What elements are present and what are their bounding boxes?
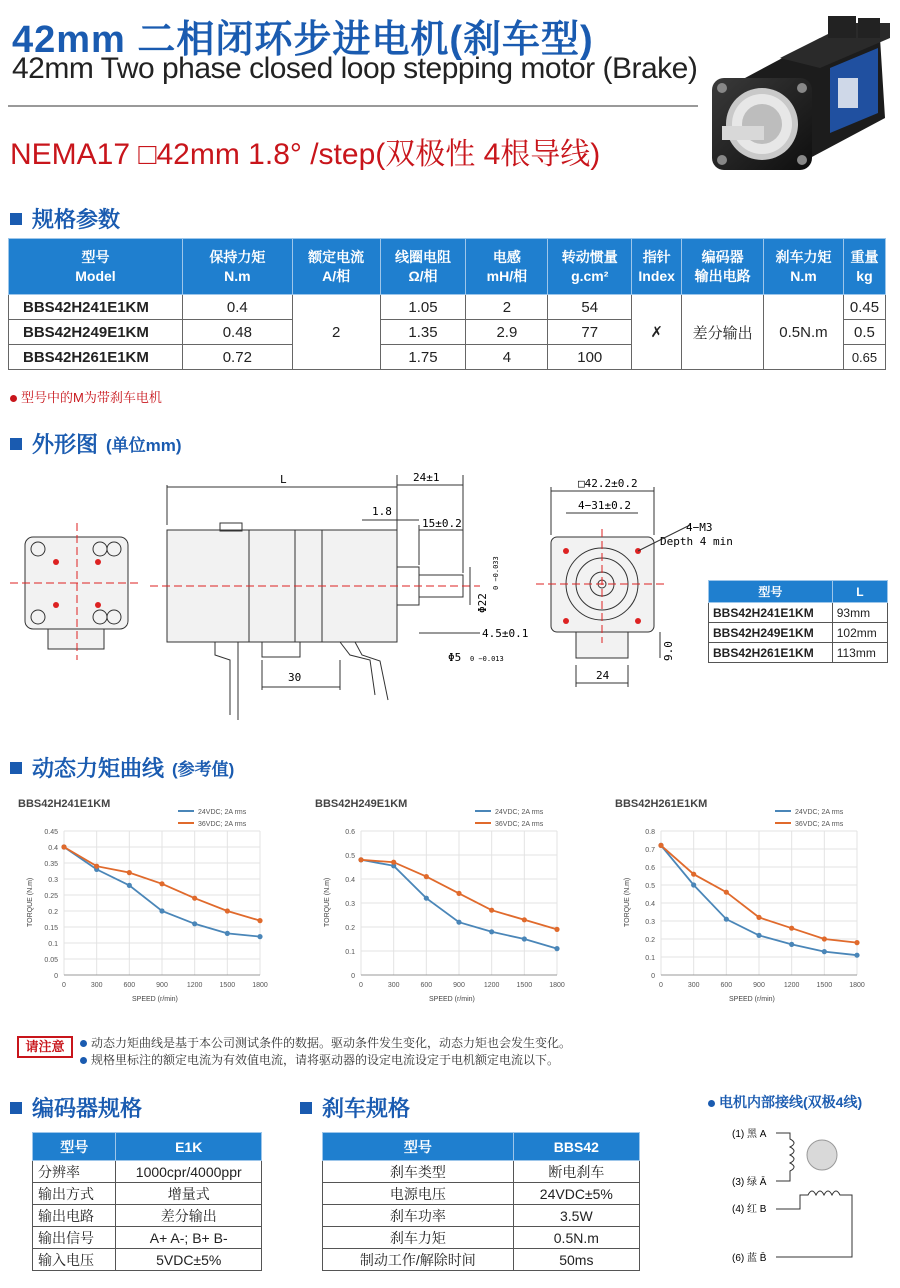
wiring-diagram — [700, 1115, 890, 1280]
x-tick-label: 300 — [387, 982, 400, 989]
col-inertia: 转动惯量 g.cm² — [548, 239, 632, 295]
x-tick-label: 300 — [687, 982, 700, 989]
dim-15: 15±0.2 — [422, 517, 462, 530]
x-tick-label: 900 — [156, 982, 168, 989]
section-bullet-icon — [10, 762, 22, 774]
x-axis-label: SPEED (r/min) — [132, 996, 178, 1003]
x-tick-label: 1800 — [849, 982, 865, 989]
x-tick-label: 1500 — [516, 982, 533, 989]
dim-phi22: Φ22 — [476, 593, 489, 613]
legend-label: 24VDC; 2A rms — [495, 809, 544, 816]
y-tick-label: 0.3 — [48, 877, 58, 884]
data-point — [61, 844, 66, 849]
col-rated-current: 额定电流 A/相 — [292, 239, 380, 295]
wiring-section-heading: 电机内部接线(双极4线) — [708, 1092, 862, 1112]
section-bullet-icon — [708, 1100, 715, 1107]
col-encoder: 编码器 输出电路 — [682, 239, 764, 295]
y-tick-label: 0.2 — [48, 909, 58, 916]
data-point — [756, 933, 761, 938]
torque-chart-3 — [615, 795, 877, 1005]
y-tick-label: 0.6 — [345, 829, 355, 836]
data-point — [756, 915, 761, 920]
y-axis-label: TORQUE (N.m) — [624, 877, 631, 927]
note-bullet-icon — [10, 395, 17, 402]
legend-label: 36VDC; 2A rms — [198, 821, 247, 828]
dim-L: L — [280, 473, 287, 486]
x-tick-label: 900 — [753, 982, 765, 989]
x-tick-label: 0 — [359, 982, 363, 989]
table-row: BBS42H261E1KM 0.72 1.75 4 100 0.65 — [9, 345, 886, 370]
data-point — [192, 921, 197, 926]
nema-spec-line: NEMA17 □42mm 1.8° /step(双极性 4根导线) — [8, 105, 698, 179]
dim-phi5: Φ5 — [448, 651, 462, 664]
x-tick-label: 0 — [62, 982, 66, 989]
data-point — [854, 953, 859, 958]
notice-bullet-icon — [80, 1057, 87, 1064]
section-bullet-icon — [10, 438, 22, 450]
data-point — [822, 936, 827, 941]
rear-view — [10, 523, 140, 660]
dim-24b: 24 — [596, 669, 610, 682]
notice-line-2: 规格里标注的额定电流为有效值电流，请将驱动器的设定电流设定于电机额定电流以下。 — [80, 1051, 559, 1068]
data-point — [456, 891, 461, 896]
data-point — [522, 917, 527, 922]
notice-label: 请注意 — [17, 1036, 73, 1058]
data-point — [424, 874, 429, 879]
table-row: 刹车类型 断电刹车 — [323, 1161, 640, 1183]
y-tick-label: 0.2 — [345, 925, 355, 932]
y-tick-label: 0.05 — [44, 957, 58, 964]
dim-4-5: 4.5±0.1 — [482, 627, 529, 640]
y-tick-label: 0.2 — [645, 937, 655, 944]
y-tick-label: 0.1 — [345, 949, 355, 956]
torque-chart-2 — [315, 795, 577, 1005]
data-point — [522, 936, 527, 941]
data-point — [854, 940, 859, 945]
x-tick-label: 1800 — [252, 982, 268, 989]
data-point — [358, 857, 363, 862]
chart-title: BBS42H261E1KM — [615, 798, 708, 810]
rotor-icon — [807, 1140, 837, 1170]
data-point — [159, 908, 164, 913]
x-axis-label: SPEED (r/min) — [729, 996, 775, 1003]
x-tick-label: 900 — [453, 982, 465, 989]
table-row: 输入电压 5VDC±5% — [33, 1249, 262, 1271]
y-tick-label: 0.3 — [345, 901, 355, 908]
dim-30: 30 — [288, 671, 302, 684]
brake-section-heading: 刹车规格 — [300, 1092, 410, 1123]
table-row: 刹车力矩 0.5N.m — [323, 1227, 640, 1249]
legend-label: 24VDC; 2A rms — [198, 809, 247, 816]
torque-chart-1 — [18, 795, 280, 1005]
y-tick-label: 0.45 — [44, 829, 58, 836]
data-point — [554, 927, 559, 932]
col-holding-torque: 保持力矩 N.m — [182, 239, 292, 295]
chart-title: BBS42H249E1KM — [315, 798, 408, 810]
y-tick-label: 0.4 — [48, 845, 58, 852]
data-point — [691, 872, 696, 877]
data-point — [94, 864, 99, 869]
y-tick-label: 0.3 — [645, 919, 655, 926]
encoder-section-heading: 编码器规格 — [10, 1092, 142, 1123]
data-point — [127, 870, 132, 875]
dim-42-2: □42.2±0.2 — [578, 477, 638, 490]
data-point — [127, 883, 132, 888]
y-tick-label: 0.5 — [645, 883, 655, 890]
table-row: BBS42H249E1KM 102mm — [709, 623, 888, 643]
dim-phi5-tol: 0 −0.013 — [470, 655, 504, 663]
data-point — [159, 881, 164, 886]
side-view — [150, 475, 480, 720]
chart-title: BBS42H241E1KM — [18, 798, 111, 810]
data-point — [789, 926, 794, 931]
data-point — [192, 896, 197, 901]
data-point — [658, 843, 663, 848]
table-row: 输出电路 差分输出 — [33, 1205, 262, 1227]
notice-line-1: 动态力矩曲线是基于本公司测试条件的数据。驱动条件发生变化，动态力矩也会发生变化。 — [80, 1034, 571, 1051]
table-row: 输出信号 A+ A-; B+ B- — [33, 1227, 262, 1249]
y-tick-label: 0.7 — [645, 847, 655, 854]
x-tick-label: 1200 — [483, 982, 500, 989]
torque-section-heading: 动态力矩曲线 (参考值) — [10, 752, 234, 783]
col-inductance: 电感 mH/相 — [466, 239, 548, 295]
spec-header-row — [9, 239, 886, 295]
table-row: 分辨率 1000cpr/4000ppr — [33, 1161, 262, 1183]
y-tick-label: 0.15 — [44, 925, 58, 932]
table-row: BBS42H249E1KM 0.48 1.35 2.9 77 0.5 — [9, 320, 886, 345]
data-point — [225, 931, 230, 936]
x-axis-label: SPEED (r/min) — [429, 996, 475, 1003]
y-tick-label: 0 — [651, 973, 655, 980]
y-tick-label: 0.6 — [645, 865, 655, 872]
table-row: 输出方式 增量式 — [33, 1183, 262, 1205]
legend-label: 24VDC; 2A rms — [795, 809, 844, 816]
y-tick-label: 0.5 — [345, 853, 355, 860]
dim-m3: 4−M3 — [686, 521, 713, 534]
table-row: 电源电压 24VDC±5% — [323, 1183, 640, 1205]
x-tick-label: 1500 — [816, 982, 833, 989]
section-bullet-icon — [10, 1102, 22, 1114]
y-axis-label: TORQUE (N.m) — [324, 877, 331, 927]
x-tick-label: 0 — [659, 982, 663, 989]
legend-label: 36VDC; 2A rms — [495, 821, 544, 828]
data-point — [257, 934, 262, 939]
x-tick-label: 1800 — [549, 982, 565, 989]
data-point — [489, 908, 494, 913]
legend-label: 36VDC; 2A rms — [795, 821, 844, 828]
y-axis-label: TORQUE (N.m) — [27, 877, 34, 927]
col-resistance: 线圈电阻 Ω/相 — [380, 239, 466, 295]
wire-label-blue-bbar: (6) 蓝 B̄ — [732, 1253, 767, 1264]
dim-phi22-tol: 0 −0.033 — [492, 556, 500, 590]
notice-bullet-icon — [80, 1040, 87, 1047]
data-point — [789, 942, 794, 947]
data-point — [456, 920, 461, 925]
y-tick-label: 0 — [351, 973, 355, 980]
data-point — [391, 860, 396, 865]
length-table: 型号 L BBS42H241E1KM 93mm BBS42H249E1KM 102mm BBS42H261E1KM 113mm — [708, 580, 888, 663]
y-tick-label: 0.8 — [645, 829, 655, 836]
x-tick-label: 300 — [90, 982, 103, 989]
data-point — [724, 917, 729, 922]
data-point — [489, 929, 494, 934]
dim-4-31: 4−31±0.2 — [578, 499, 631, 512]
col-model: 型号 Model — [9, 239, 183, 295]
x-tick-label: 1200 — [783, 982, 800, 989]
y-tick-label: 0.1 — [645, 955, 655, 962]
spec-table — [8, 238, 886, 370]
col-brake-torque: 刹车力矩 N.m — [764, 239, 844, 295]
x-tick-label: 1500 — [219, 982, 236, 989]
x-tick-label: 600 — [720, 982, 733, 989]
data-point — [691, 882, 696, 887]
y-tick-label: 0.4 — [645, 901, 655, 908]
encoder-table: 型号 E1K 分辨率 1000cpr/4000ppr 输出方式 增量式 输出电路 差分输出 输出信号 A+ A-; B+ B- 输入电压 5VDC±5% — [32, 1132, 262, 1271]
wire-label-black-a: (1) 黑 A — [732, 1129, 767, 1140]
data-point — [724, 890, 729, 895]
outline-section-heading: 外形图 (单位mm) — [10, 428, 182, 459]
y-tick-label: 0 — [54, 973, 58, 980]
dim-1-8: 1.8 — [372, 505, 392, 518]
y-tick-label: 0.25 — [44, 893, 58, 900]
data-point — [257, 918, 262, 923]
motor-product-image — [700, 8, 895, 178]
y-tick-label: 0.1 — [48, 941, 58, 948]
col-weight: 重量 kg — [843, 239, 885, 295]
page-subtitle: 42mm Two phase closed loop stepping motor (Brake) — [12, 52, 698, 85]
spec-note: 型号中的M为带刹车电机 — [10, 387, 162, 406]
x-tick-label: 600 — [420, 982, 433, 989]
table-row: 刹车功率 3.5W — [323, 1205, 640, 1227]
dim-9: 9.0 — [662, 641, 675, 661]
x-tick-label: 1200 — [186, 982, 203, 989]
y-tick-label: 0.35 — [44, 861, 58, 868]
x-tick-label: 600 — [123, 982, 136, 989]
spec-section-heading: 规格参数 — [10, 203, 120, 234]
data-point — [424, 896, 429, 901]
data-point — [554, 946, 559, 951]
table-row: BBS42H241E1KM 0.4 2 1.05 2 54 ✗ 差分输出 0.5N.m 0.45 — [9, 295, 886, 320]
col-index: 指针 Index — [632, 239, 682, 295]
section-bullet-icon — [300, 1102, 312, 1114]
dim-24: 24±1 — [413, 471, 440, 484]
table-row: 制动工作/解除时间 50ms — [323, 1249, 640, 1271]
brake-table: 型号 BBS42 刹车类型 断电刹车 电源电压 24VDC±5% 刹车功率 3.5W 刹车力矩 0.5N.m 制动工作/解除时间 50ms — [322, 1132, 640, 1271]
data-point — [822, 949, 827, 954]
table-row: BBS42H241E1KM 93mm — [709, 603, 888, 623]
section-bullet-icon — [10, 213, 22, 225]
wire-label-red-b: (4) 红 B — [732, 1204, 767, 1215]
page-title: 42mm 二相闭环步进电机(刹车型) — [12, 19, 594, 61]
wire-label-green-abar: (3) 绿 Ā — [732, 1177, 767, 1188]
y-tick-label: 0.4 — [345, 877, 355, 884]
dim-depth: Depth 4 min — [660, 535, 733, 548]
table-row: BBS42H261E1KM 113mm — [709, 643, 888, 663]
data-point — [225, 908, 230, 913]
